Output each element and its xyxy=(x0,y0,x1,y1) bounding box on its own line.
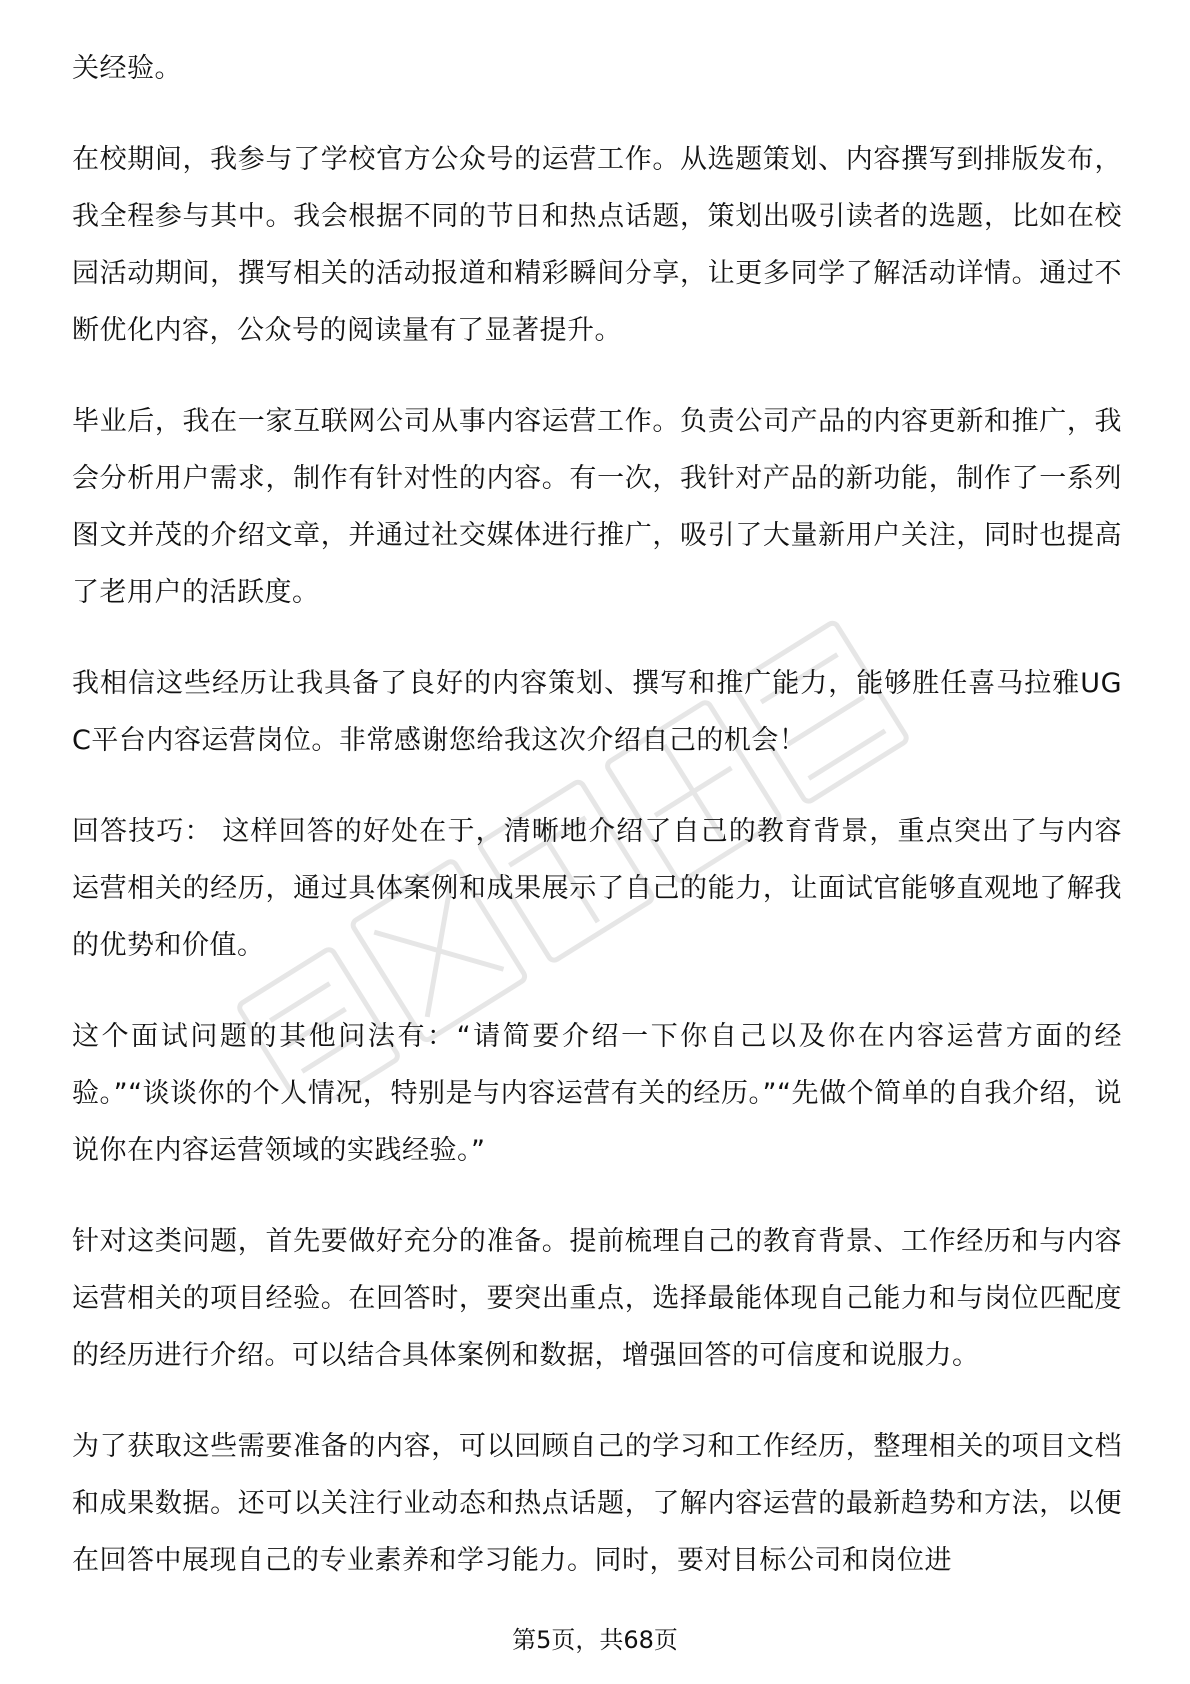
paragraph: 在校期间，我参与了学校官方公众号的运营工作。从选题策划、内容撰写到排版发布，我全程参与其中。我会根据不同的节日和热点话题，策划出吸引读者的选题，比如在校园活动期间，撰写相关的活动报道和精彩瞬间分享，让更多同学了解活动详情。通过不断优化内容，公众号的阅读量有了显著提升。 xyxy=(72,144,1122,346)
paragraph: 毕业后，我在一家互联网公司从事内容运营工作。负责公司产品的内容更新和推广，我会分析用户需求，制作有针对性的内容。有一次，我针对产品的新功能，制作了一系列图文并茂的介绍文章，并通过社交媒体进行推广，吸引了大量新用户关注，同时也提高了老用户的活跃度。 xyxy=(72,406,1122,608)
paragraph: 回答技巧： 这样回答的好处在于，清晰地介绍了自己的教育背景，重点突出了与内容运营相关的经历，通过具体案例和成果展示了自己的能力，让面试官能够直观地了解我的优势和价值。 xyxy=(72,816,1122,961)
paragraph: 我相信这些经历让我具备了良好的内容策划、撰写和推广能力，能够胜任喜马拉雅UGC平台内容运营岗位。非常感谢您给我这次介绍自己的机会！ xyxy=(72,668,1122,756)
paragraph: 这个面试问题的其他问法有：“请简要介绍一下你自己以及你在内容运营方面的经验。”“谈谈你的个人情况，特别是与内容运营有关的经历。”“先做个简单的自我介绍，说说你在内容运营领域的实践经验。” xyxy=(72,1021,1122,1166)
paragraph: 关经验。 xyxy=(72,53,182,84)
paragraph: 针对这类问题，首先要做好充分的准备。提前梳理自己的教育背景、工作经历和与内容运营相关的项目经验。在回答时，要突出重点，选择最能体现自己能力和与岗位匹配度的经历进行介绍。可以结合具体案例和数据，增强回答的可信度和说服力。 xyxy=(72,1226,1122,1371)
document-body xyxy=(72,40,1122,1623)
paragraph: 为了获取这些需要准备的内容，可以回顾自己的学习和工作经历，整理相关的项目文档和成果数据。还可以关注行业动态和热点话题，了解内容运营的最新趋势和方法，以便在回答中展现自己的专业素养和学习能力。同时，要对目标公司和岗位进 xyxy=(72,1431,1122,1576)
page-number-footer: 第5页，共68页 xyxy=(512,1626,678,1654)
